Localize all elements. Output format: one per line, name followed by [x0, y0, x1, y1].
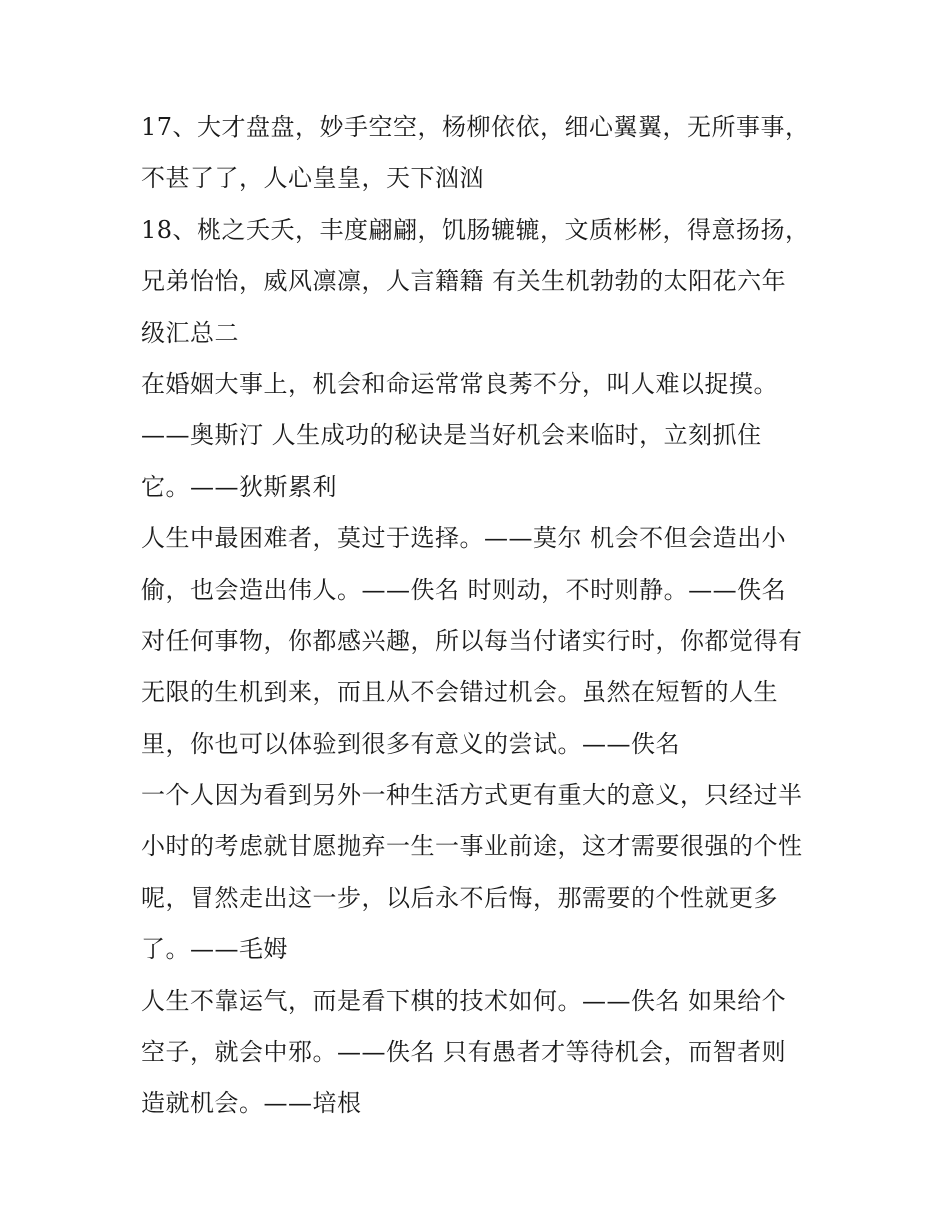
- text-line: 人生中最困难者，莫过于选择。——莫尔 机会不但会造出小: [141, 524, 787, 553]
- text-line: 兄弟怡怡，威风凛凛，人言籍籍 有关生机勃勃的太阳花六年: [141, 267, 787, 296]
- text-line: 不甚了了，人心皇皇，天下汹汹: [141, 164, 484, 193]
- text-line: ——奥斯汀 人生成功的秘诀是当好机会来临时，立刻抓住: [141, 421, 762, 450]
- text-line: 17、大才盘盘，妙手空空，杨柳依依，细心翼翼，无所事事，: [141, 113, 810, 141]
- text-line: 它。——狄斯累利: [141, 472, 337, 501]
- document-body: [141, 102, 821, 1130]
- text-line: 对任何事物，你都感兴趣，所以每当付诸实行时，你都觉得有: [141, 626, 803, 655]
- text-line: 18、桃之夭夭，丰度翩翩，饥肠辘辘，文质彬彬，得意扬扬，: [141, 215, 810, 244]
- text-line: 了。——毛姆: [141, 935, 288, 964]
- text-line: 造就机会。——培根: [141, 1089, 362, 1118]
- text-line: 级汇总二: [141, 318, 239, 347]
- text-line: 一个人因为看到另外一种生活方式更有重大的意义，只经过半: [141, 781, 803, 810]
- text-line: 空子，就会中邪。——佚名 只有愚者才等待机会，而智者则: [141, 1038, 787, 1067]
- text-line: 小时的考虑就甘愿抛弃一生一事业前途，这才需要很强的个性: [141, 832, 803, 861]
- text-line: 无限的生机到来，而且从不会错过机会。虽然在短暂的人生: [141, 678, 778, 707]
- text-line: 里，你也可以体验到很多有意义的尝试。——佚名: [141, 729, 680, 758]
- text-line: 人生不靠运气，而是看下棋的技术如何。——佚名 如果给个: [141, 986, 787, 1015]
- text-line: 呢，冒然走出这一步，以后永不后悔，那需要的个性就更多: [141, 883, 778, 912]
- text-line: 在婚姻大事上，机会和命运常常良莠不分，叫人难以捉摸。: [141, 369, 778, 398]
- text-line: 偷，也会造出伟人。——佚名 时则动，不时则静。——佚名: [141, 575, 787, 604]
